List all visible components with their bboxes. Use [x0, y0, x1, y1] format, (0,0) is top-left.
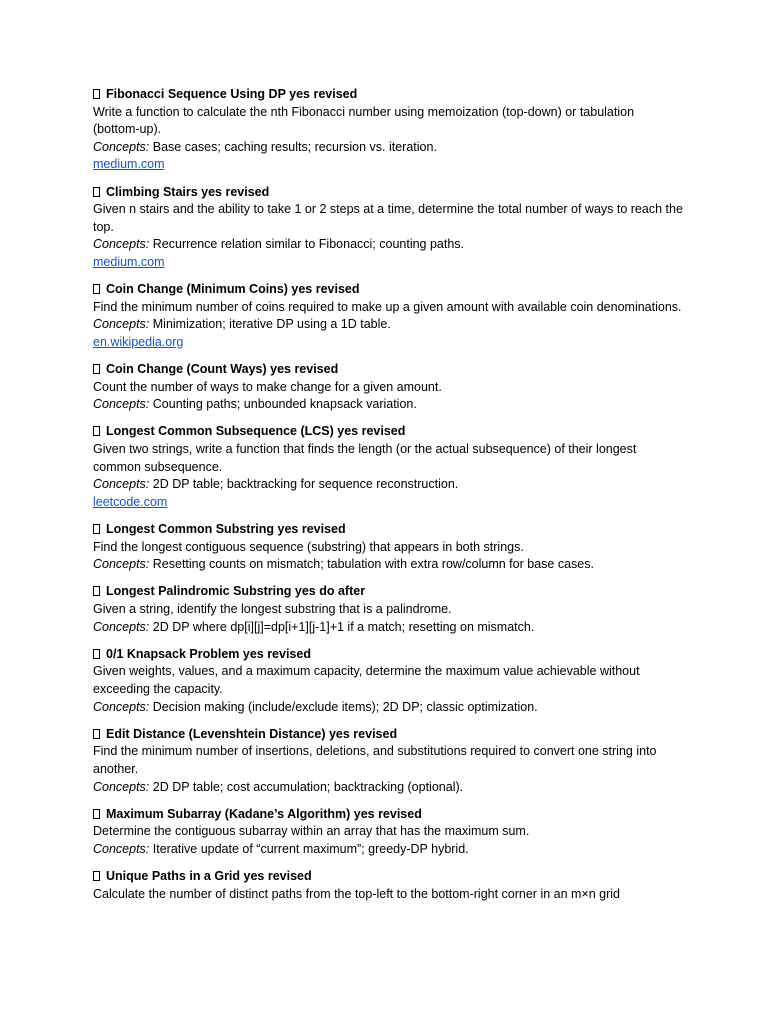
concepts-text: Recurrence relation similar to Fibonacci; counting paths. — [152, 237, 465, 252]
problem-title — [93, 361, 683, 379]
concepts-label: Concepts: — [93, 841, 150, 856]
source-link[interactable]: leetcode.com — [93, 494, 168, 509]
problem-concepts — [93, 139, 683, 157]
problem-description: Count the number of ways to make change for a given amount. — [93, 379, 442, 394]
source-link[interactable]: medium.com — [93, 157, 165, 172]
missing-glyph-icon — [93, 89, 100, 99]
problem-entry-9 — [93, 726, 683, 796]
missing-glyph-icon — [93, 364, 100, 374]
problem-title-text: 0/1 Knapsack Problem yes revised — [106, 646, 311, 661]
problem-entry-11 — [93, 868, 683, 903]
problem-description: Given weights, values, and a maximum capacity, determine the maximum value achievable without exceeding the capacity. — [93, 664, 640, 696]
concepts-label: Concepts: — [93, 699, 150, 714]
problem-title — [93, 184, 683, 202]
problem-entry-10 — [93, 806, 683, 859]
concepts-text: 2D DP table; backtracking for sequence reconstruction. — [152, 477, 459, 492]
problem-title-text: Longest Common Substring yes revised — [106, 522, 346, 537]
problem-title-text: Edit Distance (Levenshtein Distance) yes revised — [106, 726, 398, 741]
problem-concepts — [93, 841, 683, 859]
problem-entry-5 — [93, 423, 683, 511]
problem-title-text: Climbing Stairs yes revised — [106, 184, 270, 199]
problem-title — [93, 868, 683, 886]
source-link[interactable]: en.wikipedia.org — [93, 334, 184, 349]
concepts-label: Concepts: — [93, 477, 150, 492]
problem-description: Determine the contiguous subarray within an array that has the maximum sum. — [93, 824, 530, 839]
source-link[interactable]: medium.com — [93, 254, 165, 269]
concepts-label: Concepts: — [93, 139, 150, 154]
concepts-label: Concepts: — [93, 557, 150, 572]
missing-glyph-icon — [93, 187, 100, 197]
problem-title — [93, 86, 683, 104]
problem-title — [93, 646, 683, 664]
missing-glyph-icon — [93, 426, 100, 436]
concepts-label: Concepts: — [93, 237, 150, 252]
problem-entry-8 — [93, 646, 683, 716]
missing-glyph-icon — [93, 809, 100, 819]
problem-description: Given n stairs and the ability to take 1 or 2 steps at a time, determine the total number of ways to reach the top. — [93, 202, 683, 234]
concepts-text: 2D DP where dp[i][j]=dp[i+1][j-1]+1 if a match; resetting on mismatch. — [152, 619, 535, 634]
document-page — [93, 86, 683, 913]
missing-glyph-icon — [93, 649, 100, 659]
problem-title-text: Longest Common Subsequence (LCS) yes revised — [106, 424, 406, 439]
problem-title-text: Fibonacci Sequence Using DP yes revised — [106, 87, 358, 101]
missing-glyph-icon — [93, 586, 100, 596]
concepts-label: Concepts: — [93, 317, 150, 332]
concepts-text: Decision making (include/exclude items); 2D DP; classic optimization. — [152, 699, 538, 714]
problem-title-text: Longest Palindromic Substring yes do after — [106, 584, 366, 599]
problem-description: Given two strings, write a function that finds the length (or the actual subsequence) of their longest common subsequence. — [93, 442, 637, 474]
problem-description: Find the minimum number of coins required to make up a given amount with available coin denominations. — [93, 299, 682, 314]
concepts-text: Base cases; caching results; recursion vs. iteration. — [152, 139, 437, 154]
concepts-text: Resetting counts on mismatch; tabulation with extra row/column for base cases. — [152, 557, 594, 572]
concepts-text: 2D DP table; cost accumulation; backtracking (optional). — [152, 779, 464, 794]
problem-list — [93, 86, 683, 903]
problem-title — [93, 726, 683, 744]
concepts-label: Concepts: — [93, 619, 150, 634]
problem-entry-3 — [93, 281, 683, 351]
problem-title — [93, 583, 683, 601]
problem-description: Find the minimum number of insertions, deletions, and substitutions required to convert one string into another. — [93, 744, 657, 776]
problem-concepts — [93, 556, 683, 574]
problem-concepts — [93, 779, 683, 797]
problem-entry-1 — [93, 86, 683, 174]
problem-concepts — [93, 699, 683, 717]
concepts-label: Concepts: — [93, 397, 150, 412]
problem-entry-6 — [93, 521, 683, 574]
problem-entry-4 — [93, 361, 683, 414]
problem-concepts — [93, 316, 683, 334]
problem-concepts — [93, 396, 683, 414]
concepts-text: Counting paths; unbounded knapsack variation. — [152, 397, 417, 412]
problem-description: Calculate the number of distinct paths from the top-left to the bottom-right corner in an m×n grid — [93, 886, 621, 901]
concepts-label: Concepts: — [93, 779, 150, 794]
missing-glyph-icon — [93, 871, 100, 881]
problem-description: Find the longest contiguous sequence (substring) that appears in both strings. — [93, 539, 524, 554]
problem-entry-7 — [93, 583, 683, 636]
missing-glyph-icon — [93, 284, 100, 294]
problem-title — [93, 521, 683, 539]
concepts-text: Iterative update of “current maximum”; greedy-DP hybrid. — [152, 841, 469, 856]
problem-title — [93, 423, 683, 441]
problem-concepts — [93, 476, 683, 494]
problem-concepts — [93, 619, 683, 637]
missing-glyph-icon — [93, 524, 100, 534]
problem-title-text: Maximum Subarray (Kadane’s Algorithm) yes revised — [106, 806, 422, 821]
problem-title-text: Coin Change (Count Ways) yes revised — [106, 362, 339, 377]
problem-description: Write a function to calculate the nth Fibonacci number using memoization (top-down) or tabulation (bottom-up). — [93, 104, 635, 137]
missing-glyph-icon — [93, 729, 100, 739]
problem-title-text: Unique Paths in a Grid yes revised — [106, 869, 312, 884]
problem-title — [93, 806, 683, 824]
concepts-text: Minimization; iterative DP using a 1D table. — [152, 317, 391, 332]
problem-entry-2 — [93, 184, 683, 272]
problem-title-text: Coin Change (Minimum Coins) yes revised — [106, 282, 360, 297]
problem-title — [93, 281, 683, 299]
problem-description: Given a string, identify the longest substring that is a palindrome. — [93, 602, 452, 616]
problem-concepts — [93, 236, 683, 254]
